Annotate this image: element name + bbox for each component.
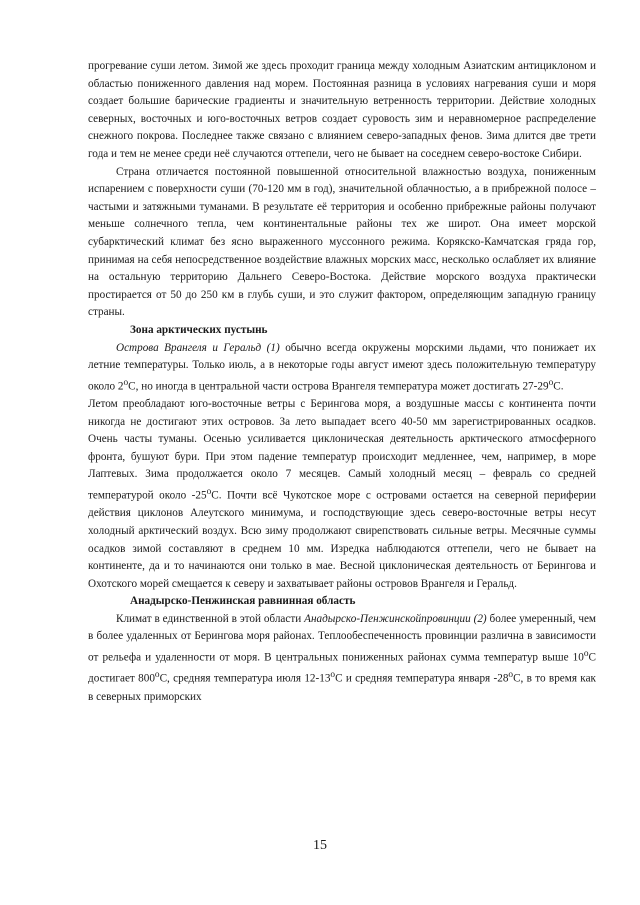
paragraph-climate-winter: прогревание суши летом. Зимой же здесь проходит граница между холодным Азиатским антициклоном и областью пониженного давления над морем. Постоянная разница в условиях нагревания суши и моря создает большие барические градиенты и значительную ветренность территории. Действие холодных северных, восточных и юго-восточных ветров создает суровость зим и неравномерное распределение снежного покрова. Последнее также связано с влиянием северо-западных фенов. Зима длится две трети года и тем не менее среди неё случаются оттепели, чего не бывает на соседнем северо-востоке Сибири. <box>88 60 596 160</box>
heading-arctic-deserts: Зона арктических пустынь <box>130 323 268 336</box>
degree-sign: о <box>330 670 336 681</box>
paragraph-wrangel-islands <box>88 340 596 397</box>
province-name: Анадырско-Пенжинскойпровинции (2) <box>304 612 487 625</box>
text-segment: С. <box>553 380 564 393</box>
text-segment: обычно всегда окружены морскими льдами, что понижает их летние температуры. Только июль, а в некоторые годы август имеют здесь положительную температуру около 2 <box>88 341 596 393</box>
heading-anadyr-penzhina: Анадырско-Пенжинская равнинная область <box>130 595 356 608</box>
degree-sign: о <box>583 649 589 660</box>
paragraph-anadyr-climate <box>88 611 596 706</box>
degree-sign: о <box>206 486 212 497</box>
text-segment: С, но иногда в центральной части острова Врангеля температура может достигать 27-29 <box>128 380 549 393</box>
text-segment: С. Почти всё Чукотское море с островами остается на северной периферии действия циклонов Алеутского минимума, и господствующие здесь северо-восточные ветры несут холодный арктический воздух. Всю зиму продолжают свирепствовать сильные ветры. Месячные суммы осадков зимой составляют в среднем 10 мм. Изредка наблюдаются оттепели, чего не бывает на континенте, да и то начинаются они только в мае. Весной циклоническая деятельность от Берингова и Охотского морей смещается к северу и захватывает районы островов Врангеля и Геральд. <box>88 489 596 590</box>
text-segment: С и средняя температура января -28 <box>335 673 509 686</box>
text-segment: Летом преобладают юго-восточные ветры с Берингова моря, а воздушные массы с континента почти никогда не достигают этих островов. За лето выпадает всего 40-50 мм зарегистрированных осадков. Очень часты туманы. Осенью усиливается циклоническая деятельность арктического атмосферного фронта, бушуют бури. При этом падение температур происходит медленнее, чем, например, в море Лаптевых. Зима продолжается около 7 месяцев. Самый холодный месяц – февраль со средней температурой около -25 <box>88 398 596 502</box>
text-segment: Климат в единственной в этой области <box>116 612 305 625</box>
text-segment: С, в то время как в северных приморских <box>88 673 596 703</box>
text-segment: С достигает 800 <box>88 651 596 686</box>
document-page <box>88 58 596 706</box>
degree-sign: о <box>508 670 514 681</box>
text-segment: С, средняя температура июля 12-13 <box>159 673 331 686</box>
degree-sign: о <box>548 377 554 388</box>
degree-sign: о <box>154 670 160 681</box>
page-number: 15 <box>313 838 327 853</box>
islands-name: Острова Врангеля и Геральд (1) <box>116 341 280 354</box>
text-segment: более умеренный, чем в более удаленных от Берингова моря районах. Теплообеспеченность провинции различна в зависимости от рельефа и удаленности от моря. В центральных пониженных районах сумма температур выше 10 <box>88 612 596 664</box>
paragraph-humidity: Страна отличается постоянной повышенной относительной влажностью воздуха, пониженным испарением с поверхности суши (70-120 мм в год), значительной облачностью, а в прибрежной полосе – частыми и затяжными туманами. В результате её территория и особенно прибрежные районы получают меньше солнечного тепла, чем континентальные районы тех же широт. Она имеет морской субарктический климат без ясно выраженного муссонного режима. Корякско-Камчатская гряда гор, принимая на себя непосредственное воздействие влажных морских масс, несколько ослабляет их влияние на остальную территорию Дальнего Северо-Востока. Действие морского воздуха практически простирается от 50 до 250 км в глубь суши, и это служит фактором, определяющим западную границу страны. <box>88 165 596 319</box>
degree-sign: о <box>123 377 129 388</box>
paragraph-summer-winds <box>88 396 596 593</box>
